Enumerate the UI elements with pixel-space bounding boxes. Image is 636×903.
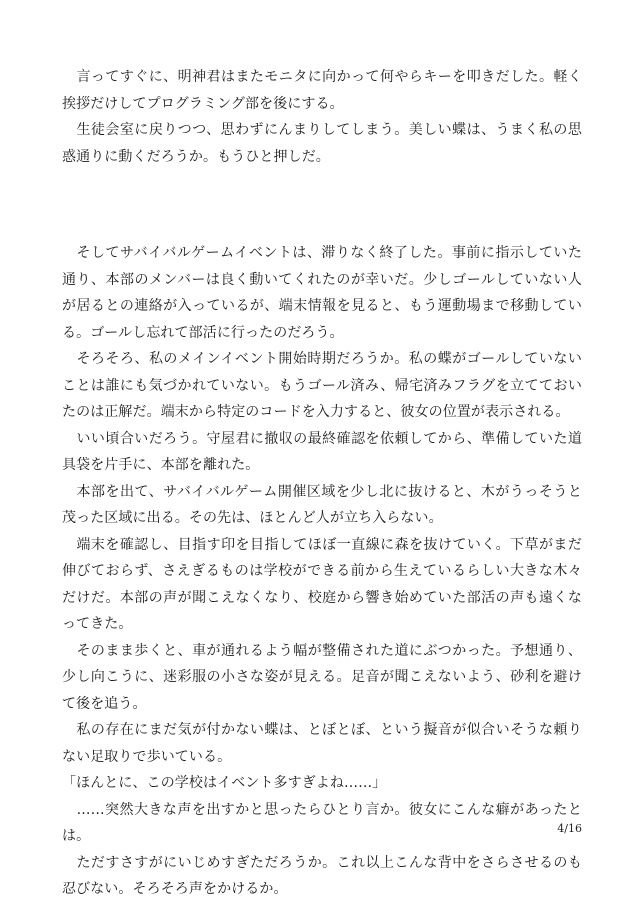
paragraph: 生徒会室に戻りつつ、思わずにんまりしてしまう。美しい蝶は、うまく私の思惑通りに動くだろうか。もうひと押しだ。 xyxy=(62,122,582,165)
text-section-1 xyxy=(62,64,582,170)
page-number: 4/16 xyxy=(557,822,582,835)
paragraph: いい頃合いだろう。守屋君に撤収の最終確認を依頼してから、準備していた道具袋を片手に、本部を離れた。 xyxy=(62,430,582,473)
paragraph: そしてサバイバルゲームイベントは、滞りなく終了した。事前に指示していた通り、本部のメンバーは良く動いてくれたのが幸いだ。少しゴールしていない人が居るとの連絡が入っているが、端末情報を見ると、もう運動場まで移動している。ゴールし忘れて部活に行ったのだろう。 xyxy=(62,245,582,341)
paragraph: ……突然大きな声を出すかと思ったらひとり言か。彼女にこんな癖があったとは。 xyxy=(62,801,582,844)
paragraph: 私の存在にまだ気が付かない蝶は、とぼとぼ、という擬音が似合いそうな頼りない足取りで歩いている。 xyxy=(62,722,582,765)
paragraph: そのまま歩くと、車が通れるよう幅が整備された道にぶつかった。予想通り、少し向こうに、迷彩服の小さな姿が見える。足音が聞こえないよう、砂利を避けて後を追う。 xyxy=(62,642,582,712)
paragraph: 端末を確認し、目指す印を目指してほぼ一直線に森を抜けていく。下草がまだ伸びておらず、さえぎるものは学校ができる前から生えているらしい大きな木々だけだ。本部の声が聞こえなくなり、校庭から響き始めていた部活の声も遠くなってきた。 xyxy=(62,536,582,632)
paragraph: 言ってすぐに、明神君はまたモニタに向かって何やらキーを叩きだした。軽く挨拶だけしてプログラミング部を後にする。 xyxy=(62,69,582,112)
paragraph: そろそろ、私のメインイベント開始時期だろうか。私の蝶がゴールしていないことは誰にも気づかれていない。もうゴール済み、帰宅済みフラグを立てておいたのは正解だ。端末から特定のコードを入力すると、彼女の位置が表示される。 xyxy=(62,351,582,420)
paragraph: 本部を出て、サバイバルゲーム開催区域を少し北に抜けると、木がうっそうと茂った区域に出る。その先は、ほとんど人が立ち入らない。 xyxy=(62,483,582,526)
text-section-2 xyxy=(62,240,582,903)
dialogue-line: 「ほんとに、この学校はイベント多すぎよね……」 xyxy=(62,775,387,791)
paragraph: ただすさすがにいじめすぎただろうか。これ以上こんな背中をさらさせるのも忍びない。そろそろ声をかけるか。 xyxy=(62,854,582,897)
